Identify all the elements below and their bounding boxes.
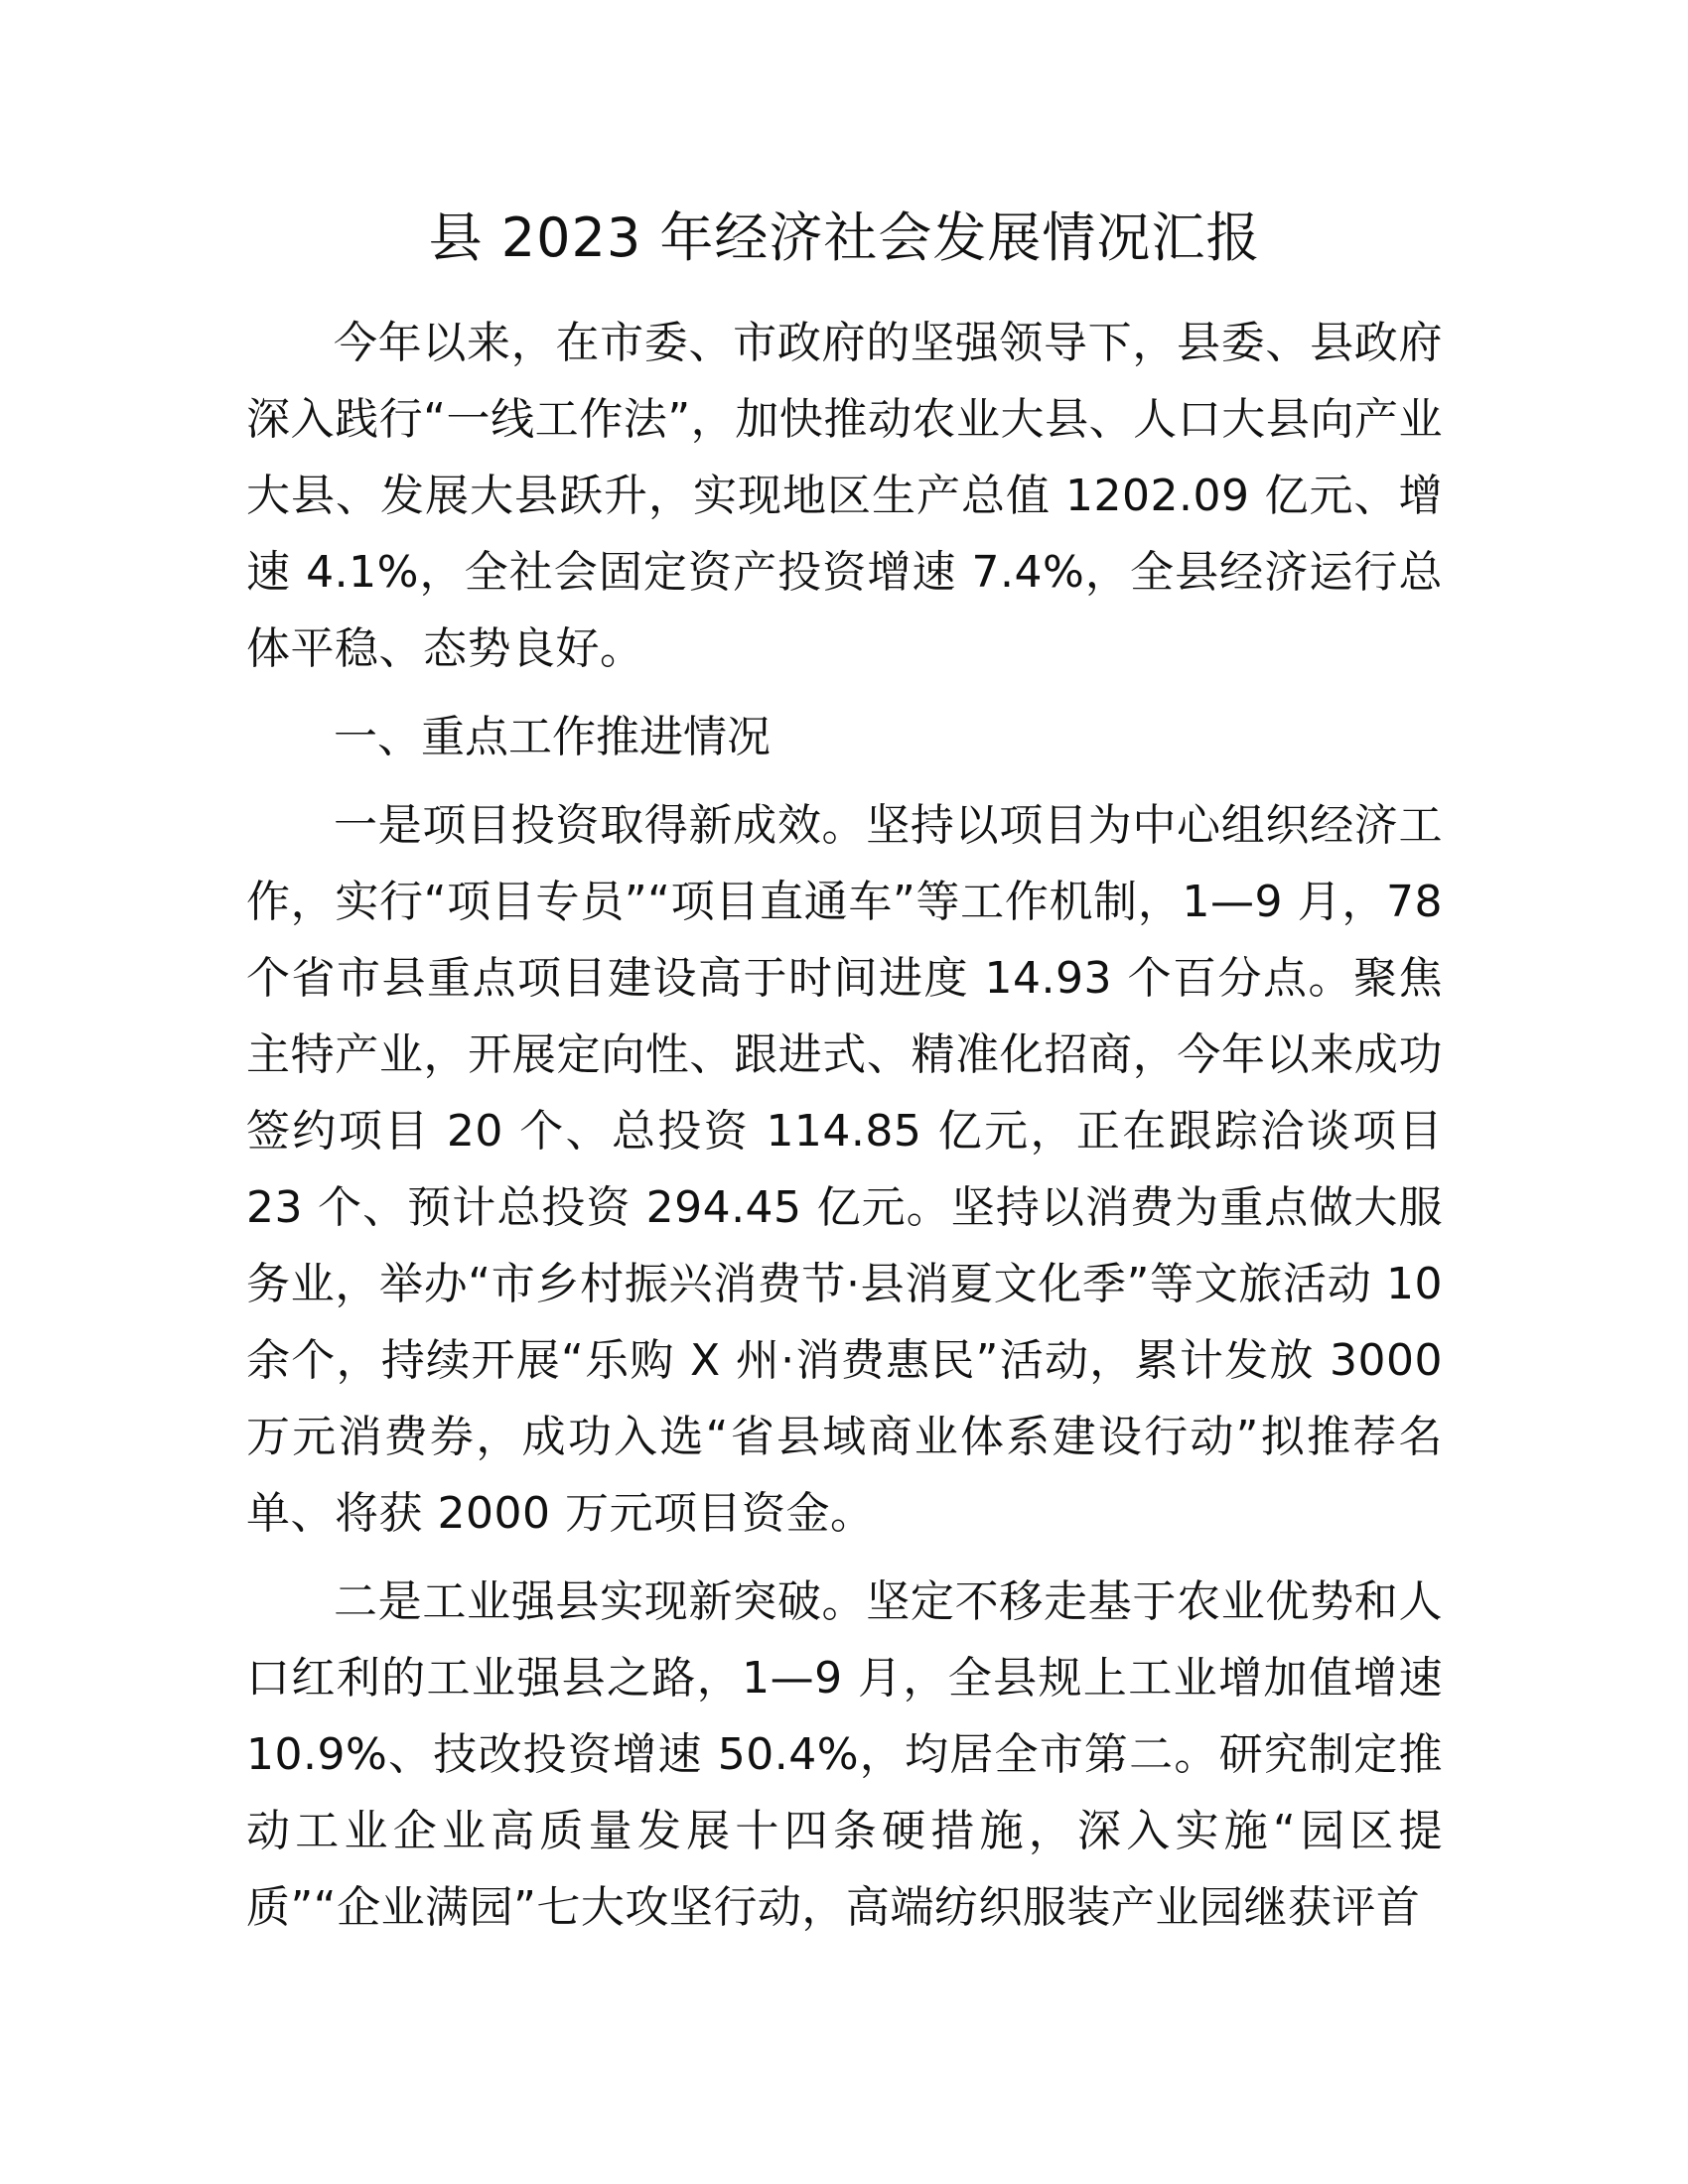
section-heading: 一、重点工作推进情况: [334, 712, 771, 762]
intro-paragraph: 今年以来，在市委、市政府的坚强领导下，县委、县政府深入践行“一线工作法”，加快推动农业大县、人口大县向产业大县、发展大县跃升，实现地区生产总值 1202.09 亿元、增速 4.1%，全社会固定资产投资增速 7.4%，全县经济运行总体平稳、态势良好。: [246, 318, 1443, 674]
document-title: 县 2023 年经济社会发展情况汇报: [428, 206, 1261, 269]
paragraph-industrial-breakthrough: 二是工业强县实现新突破。坚定不移走基于农业优势和人口红利的工业强县之路，1—9 月，全县规上工业增加值增速 10.9%、技改投资增速 50.4%，均居全市第二。研究制定推动工业企业高质量发展十四条硬措施，深入实施“园区提质”“企业满园”七大攻坚行动，高端纺织服装产业园继获评首: [246, 1576, 1443, 1933]
document-body: [246, 194, 1443, 1958]
paragraph-project-investment: 一是项目投资取得新成效。坚持以项目为中心组织经济工作，实行“项目专员”“项目直通车”等工作机制，1—9 月，78 个省市县重点项目建设高于时间进度 14.93 个百分点。聚焦主特产业，开展定向性、跟进式、精准化招商，今年以来成功签约项目 20 个、总投资 114.85 亿元，正在跟踪洽谈项目 23 个、预计总投资 294.45 亿元。坚持以消费为重点做大服务业，举办“市乡村振兴消费节·县消夏文化季”等文旅活动 10 余个，持续开展“乐购 X 州·消费惠民”活动，累计发放 3000 万元消费券，成功入选“省县域商业体系建设行动”拟推荐名单、将获 2000 万元项目资金。: [246, 800, 1443, 1539]
